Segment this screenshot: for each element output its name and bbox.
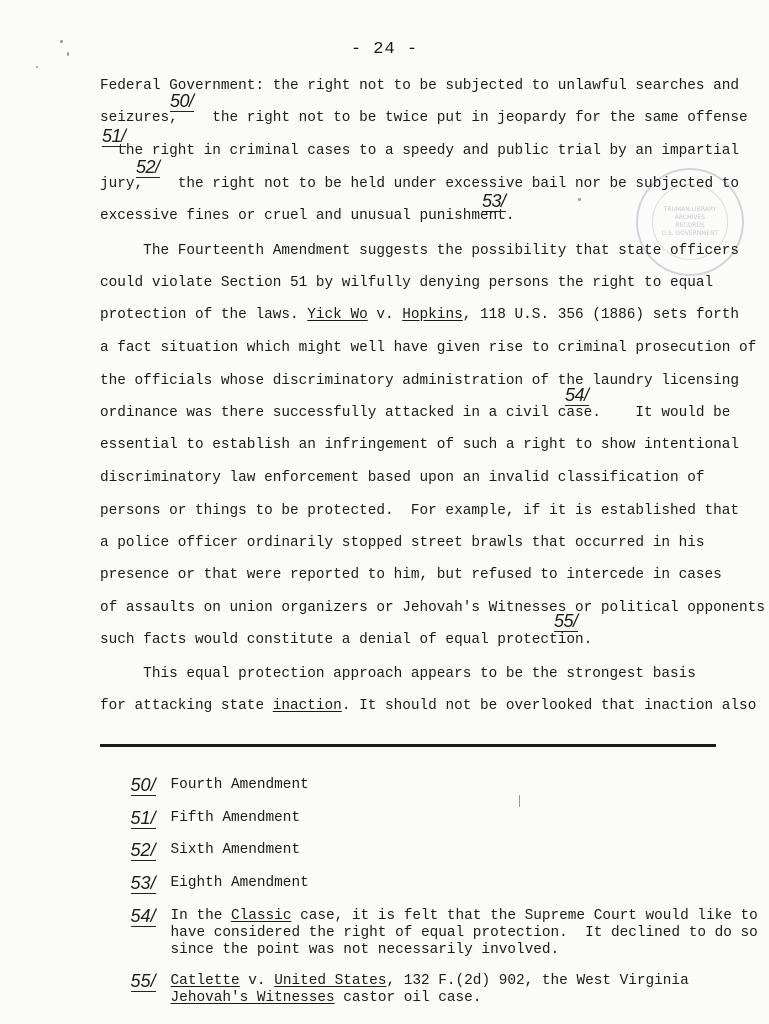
footnote-text xyxy=(171,908,758,959)
footnote-text-line: have considered the right of equal protection. It declined to do so xyxy=(170,925,758,941)
footnote-number: 52/ xyxy=(130,840,156,860)
body-line xyxy=(100,698,756,714)
body-line: Federal Government: the right not to be subjected to unlawful searches and xyxy=(100,78,740,94)
footnote-text-part: In the xyxy=(170,908,231,924)
scan-speck xyxy=(60,40,63,43)
footnote-text-line: since the point was not necessarily involved. xyxy=(170,942,560,958)
footnote-number: 50/ xyxy=(130,775,156,795)
body-line: excessive fines or cruel and unusual punishment. xyxy=(100,208,515,224)
footnote-text-part: Jehovah's Witnesses xyxy=(170,990,335,1006)
footnote-divider xyxy=(100,744,716,747)
body-line: presence or that were reported to him, but refused to intercede in cases xyxy=(100,567,722,583)
scan-speck xyxy=(578,198,581,201)
body-text: . It should not be overlooked that inaction also xyxy=(341,698,757,714)
footnote-number: 53/ xyxy=(130,873,156,893)
scan-speck xyxy=(67,52,69,56)
case-name: Hopkins xyxy=(402,307,463,323)
scan-speck xyxy=(519,795,520,807)
case-sep: v. xyxy=(239,973,275,989)
footnote-ref-50: 50/ xyxy=(170,91,194,111)
body-line: ordinance was there successfully attacked in a civil case. It would be xyxy=(100,405,731,421)
body-line: the right in criminal cases to a speedy and public trial by an impartial xyxy=(100,143,740,159)
stamp-line: TRUMAN LIBRARY xyxy=(663,206,717,213)
paragraph-line: The Fourteenth Amendment suggests the possibility that state officers xyxy=(100,243,740,259)
body-line: seizures, the right not to be twice put in jeopardy for the same offense xyxy=(100,110,748,126)
body-line: a police officer ordinarily stopped street brawls that occurred in his xyxy=(100,535,705,551)
case-citation: , 132 F.(2d) 902, the West Virginia xyxy=(386,973,689,989)
footnote-text-part: castor oil case. xyxy=(343,990,482,1006)
body-line: jury, the right not to be held under excessive bail nor be subjected to xyxy=(100,176,740,192)
case-name: Classic xyxy=(231,908,292,924)
stamp-line: U.S. GOVERNMENT xyxy=(661,230,719,237)
body-text: for attacking state xyxy=(100,698,273,714)
paragraph-line: This equal protection approach appears to be the strongest basis xyxy=(100,666,696,682)
footnote-ref-55: 55/ xyxy=(554,611,578,631)
body-line: persons or things to be protected. For example, if it is established that xyxy=(100,503,740,519)
body-line: essential to establish an infringement of such a right to show intentional xyxy=(100,437,740,453)
page-number: - 24 - xyxy=(350,40,419,59)
stamp-line: ARCHIVES xyxy=(674,214,706,221)
footnote-text xyxy=(171,973,689,1007)
footnote-text: Sixth Amendment xyxy=(170,842,301,858)
body-line: discriminatory law enforcement based upon an invalid classification of xyxy=(100,470,705,486)
body-line: a fact situation which might well have given rise to criminal prosecution of xyxy=(100,340,757,356)
emphasis-word: inaction xyxy=(272,698,342,714)
case-name: United States xyxy=(274,973,387,989)
stamp-line: RECORDS xyxy=(675,222,705,229)
scan-speck xyxy=(36,66,38,68)
body-line: the officials whose discriminatory administration of the laundry licensing xyxy=(100,373,740,389)
footnote-55 xyxy=(96,956,689,1024)
body-line: of assaults on union organizers or Jehovah's Witnesses or political opponents xyxy=(100,600,765,616)
footnote-text: Fifth Amendment xyxy=(170,810,301,826)
footnote-ref-53: 53/ xyxy=(482,191,506,211)
case-sep: v. xyxy=(367,307,403,323)
footnote-number: 54/ xyxy=(130,906,156,926)
footnote-text-part xyxy=(335,990,344,1006)
footnote-text: Fourth Amendment xyxy=(170,777,309,793)
footnote-ref-51: 51/ xyxy=(102,126,126,146)
body-line xyxy=(100,307,739,323)
footnote-ref-54: 54/ xyxy=(565,385,589,405)
case-name: Catlette xyxy=(170,973,240,989)
body-line: could violate Section 51 by wilfully denying persons the right to equal xyxy=(100,275,714,291)
footnote-number: 51/ xyxy=(130,808,156,828)
body-line: such facts would constitute a denial of equal protection. xyxy=(100,632,593,648)
footnote-text: Eighth Amendment xyxy=(170,875,309,891)
footnote-text-part: case, it is felt that the Supreme Court would like to xyxy=(291,908,758,924)
footnote-ref-52: 52/ xyxy=(136,157,160,177)
body-text: protection of the laws. xyxy=(100,307,308,323)
footnote-number: 55/ xyxy=(130,971,156,991)
case-name: Yick Wo xyxy=(307,307,368,323)
case-citation: , 118 U.S. 356 (1886) sets forth xyxy=(462,307,740,323)
